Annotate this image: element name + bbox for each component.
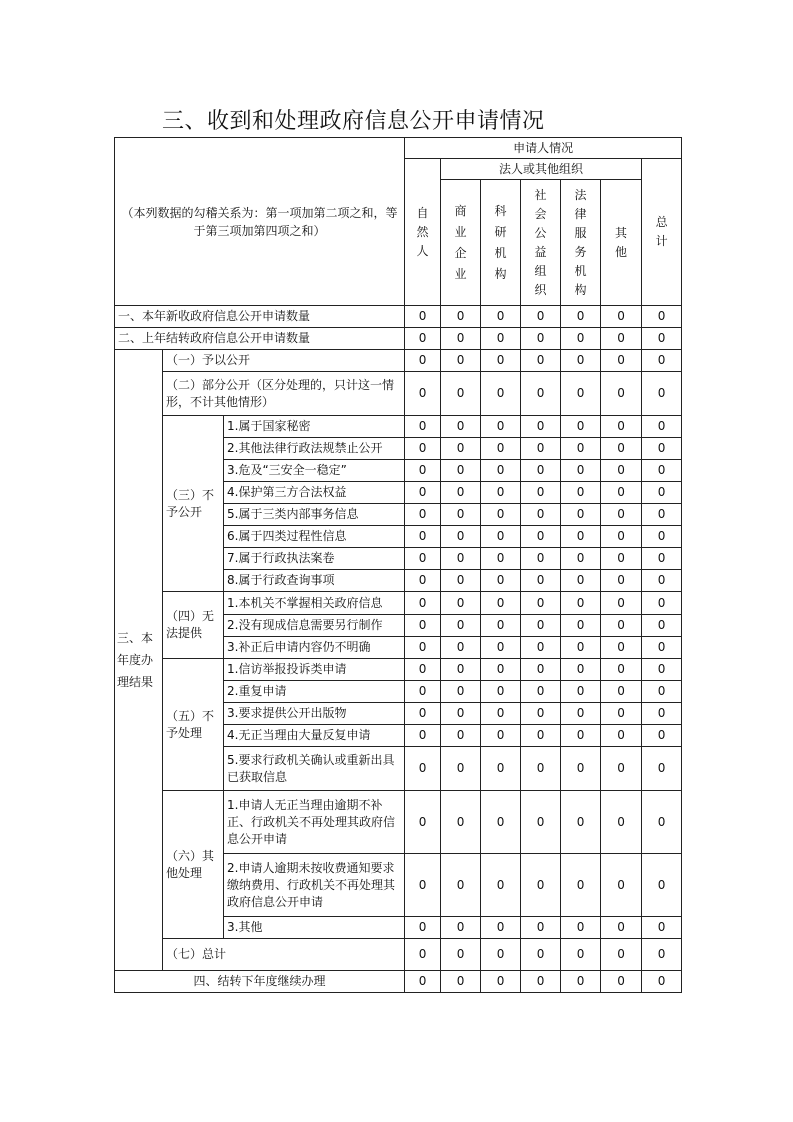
value-cell: 0 [642, 971, 682, 993]
value-cell: 0 [561, 681, 601, 703]
value-cell: 0 [601, 939, 642, 971]
value-cell: 0 [481, 854, 521, 917]
value-cell: 0 [561, 854, 601, 917]
row-label-g3-7: 7.属于行政执法案卷 [224, 548, 405, 570]
table-row [115, 328, 682, 350]
value-cell: 0 [441, 637, 481, 659]
value-cell: 0 [642, 526, 682, 548]
value-cell: 0 [642, 939, 682, 971]
value-cell: 0 [601, 854, 642, 917]
value-cell: 0 [601, 504, 642, 526]
value-cell: 0 [601, 725, 642, 747]
value-cell: 0 [561, 703, 601, 725]
row-label-g4-1: 1.本机关不掌握相关政府信息 [224, 592, 405, 615]
value-cell: 0 [521, 917, 561, 939]
value-cell: 0 [601, 306, 642, 328]
value-cell: 0 [481, 328, 521, 350]
row-label-g3-5: 5.属于三类内部事务信息 [224, 504, 405, 526]
table-row [115, 350, 682, 372]
value-cell: 0 [481, 615, 521, 637]
value-cell: 0 [642, 592, 682, 615]
value-cell: 0 [521, 725, 561, 747]
value-cell: 0 [642, 372, 682, 416]
value-cell: 0 [441, 725, 481, 747]
value-cell: 0 [481, 372, 521, 416]
value-cell: 0 [481, 917, 521, 939]
value-cell: 0 [601, 460, 642, 482]
row-label-g5-1: 1.信访举报投诉类申请 [224, 659, 405, 681]
value-cell: 0 [441, 372, 481, 416]
header-row-1 [115, 138, 682, 159]
value-cell: 0 [405, 438, 441, 460]
value-cell: 0 [561, 548, 601, 570]
value-cell: 0 [561, 615, 601, 637]
header-commercial-cell [441, 180, 481, 306]
value-cell: 0 [405, 725, 441, 747]
value-cell: 0 [601, 438, 642, 460]
value-cell: 0 [441, 438, 481, 460]
value-cell: 0 [561, 350, 601, 372]
value-cell: 0 [405, 592, 441, 615]
value-cell: 0 [601, 570, 642, 592]
value-cell: 0 [521, 854, 561, 917]
header-applicant: 申请人情况 [405, 138, 682, 159]
value-cell: 0 [601, 350, 642, 372]
row-label-g3-6: 6.属于四类过程性信息 [224, 526, 405, 548]
group-5-label: （五）不予处理 [163, 659, 224, 791]
value-cell: 0 [405, 372, 441, 416]
header-total-cell [642, 159, 682, 306]
value-cell: 0 [441, 681, 481, 703]
value-cell: 0 [441, 703, 481, 725]
value-cell: 0 [405, 615, 441, 637]
group-3-label: （三）不予公开 [163, 416, 224, 592]
value-cell: 0 [521, 747, 561, 791]
table-row [115, 416, 682, 438]
value-cell: 0 [561, 438, 601, 460]
value-cell: 0 [441, 939, 481, 971]
value-cell: 0 [481, 703, 521, 725]
value-cell: 0 [642, 482, 682, 504]
header-legal-service: 法律服务机构 [574, 187, 587, 297]
value-cell: 0 [561, 526, 601, 548]
value-cell: 0 [441, 747, 481, 791]
row-label-g7: （七）总计 [163, 939, 405, 971]
value-cell: 0 [441, 504, 481, 526]
value-cell: 0 [601, 659, 642, 681]
value-cell: 0 [441, 350, 481, 372]
page-title: 三、收到和处理政府信息公开申请情况 [162, 109, 545, 134]
value-cell: 0 [601, 592, 642, 615]
value-cell: 0 [601, 681, 642, 703]
value-cell: 0 [441, 659, 481, 681]
header-social-cell [521, 180, 561, 306]
header-social: 社会公益组织 [534, 187, 547, 297]
value-cell: 0 [441, 482, 481, 504]
row-label-g5-5: 5.要求行政机关确认或重新出具已获取信息 [224, 747, 405, 791]
table-row [115, 306, 682, 328]
value-cell: 0 [561, 328, 601, 350]
value-cell: 0 [561, 504, 601, 526]
value-cell: 0 [642, 438, 682, 460]
value-cell: 0 [642, 854, 682, 917]
value-cell: 0 [441, 416, 481, 438]
value-cell: 0 [441, 854, 481, 917]
value-cell: 0 [601, 328, 642, 350]
value-cell: 0 [521, 372, 561, 416]
value-cell: 0 [405, 460, 441, 482]
value-cell: 0 [521, 570, 561, 592]
table-row [115, 659, 682, 681]
value-cell: 0 [521, 971, 561, 993]
value-cell: 0 [521, 791, 561, 854]
value-cell: 0 [521, 637, 561, 659]
value-cell: 0 [601, 548, 642, 570]
value-cell: 0 [481, 570, 521, 592]
header-research-cell [481, 180, 521, 306]
row-label-g5-3: 3.要求提供公开出版物 [224, 703, 405, 725]
value-cell: 0 [601, 971, 642, 993]
value-cell: 0 [405, 526, 441, 548]
value-cell: 0 [481, 548, 521, 570]
value-cell: 0 [521, 659, 561, 681]
value-cell: 0 [405, 570, 441, 592]
value-cell: 0 [481, 526, 521, 548]
value-cell: 0 [441, 917, 481, 939]
value-cell: 0 [642, 659, 682, 681]
value-cell: 0 [642, 703, 682, 725]
value-cell: 0 [481, 971, 521, 993]
value-cell: 0 [561, 939, 601, 971]
value-cell: 0 [561, 917, 601, 939]
row-label-g3-8: 8.属于行政查询事项 [224, 570, 405, 592]
value-cell: 0 [521, 548, 561, 570]
value-cell: 0 [405, 350, 441, 372]
value-cell: 0 [405, 939, 441, 971]
value-cell: 0 [521, 438, 561, 460]
value-cell: 0 [521, 681, 561, 703]
table-row [115, 592, 682, 615]
value-cell: 0 [521, 592, 561, 615]
header-legal-service-cell [561, 180, 601, 306]
group-6-label: （六）其他处理 [163, 791, 224, 939]
value-cell: 0 [642, 747, 682, 791]
value-cell: 0 [405, 637, 441, 659]
value-cell: 0 [481, 659, 521, 681]
row-label-g3-1: 1.属于国家秘密 [224, 416, 405, 438]
row-label-g4-2: 2.没有现成信息需要另行制作 [224, 615, 405, 637]
value-cell: 0 [521, 306, 561, 328]
header-natural-person-cell [405, 159, 441, 306]
value-cell: 0 [561, 460, 601, 482]
value-cell: 0 [521, 328, 561, 350]
value-cell: 0 [601, 416, 642, 438]
value-cell: 0 [405, 854, 441, 917]
value-cell: 0 [521, 416, 561, 438]
header-note-cell [115, 138, 405, 306]
value-cell: 0 [642, 504, 682, 526]
row-label-g3-3: 3.危及“三安全一稳定” [224, 460, 405, 482]
value-cell: 0 [561, 592, 601, 615]
value-cell: 0 [441, 971, 481, 993]
value-cell: 0 [561, 725, 601, 747]
value-cell: 0 [405, 681, 441, 703]
value-cell: 0 [441, 548, 481, 570]
value-cell: 0 [405, 703, 441, 725]
header-note: （本列数据的勾稽关系为：第一项加第二项之和，等于第三项加第四项之和） [121, 205, 398, 238]
value-cell: 0 [601, 637, 642, 659]
value-cell: 0 [601, 372, 642, 416]
value-cell: 0 [405, 659, 441, 681]
value-cell: 0 [521, 482, 561, 504]
value-cell: 0 [521, 526, 561, 548]
row-label-g4-3: 3.补正后申请内容仍不明确 [224, 637, 405, 659]
value-cell: 0 [521, 460, 561, 482]
row-label-r1: 一、本年新收政府信息公开申请数量 [115, 306, 405, 328]
value-cell: 0 [521, 615, 561, 637]
value-cell: 0 [481, 637, 521, 659]
value-cell: 0 [441, 306, 481, 328]
value-cell: 0 [601, 917, 642, 939]
value-cell: 0 [481, 306, 521, 328]
header-natural-person: 自然人 [416, 205, 429, 258]
value-cell: 0 [405, 747, 441, 791]
application-statistics-table [114, 137, 682, 993]
table-row [115, 791, 682, 854]
row-label-r2: 二、上年结转政府信息公开申请数量 [115, 328, 405, 350]
value-cell: 0 [642, 917, 682, 939]
value-cell: 0 [405, 482, 441, 504]
value-cell: 0 [481, 504, 521, 526]
table-row [115, 372, 682, 416]
value-cell: 0 [601, 526, 642, 548]
value-cell: 0 [561, 747, 601, 791]
value-cell: 0 [481, 350, 521, 372]
value-cell: 0 [405, 504, 441, 526]
table-row [115, 971, 682, 993]
value-cell: 0 [642, 725, 682, 747]
value-cell: 0 [481, 460, 521, 482]
section-3-label: 三、本年度办理结果 [115, 350, 163, 971]
value-cell: 0 [561, 659, 601, 681]
header-research: 科研机构 [494, 203, 507, 281]
value-cell: 0 [561, 372, 601, 416]
value-cell: 0 [561, 570, 601, 592]
value-cell: 0 [561, 482, 601, 504]
header-commercial: 商业企业 [454, 203, 467, 281]
value-cell: 0 [642, 570, 682, 592]
header-legal-group: 法人或其他组织 [441, 159, 642, 180]
value-cell: 0 [642, 306, 682, 328]
row-label-g1: （一）予以公开 [163, 350, 405, 372]
value-cell: 0 [405, 306, 441, 328]
row-label-g3-4: 4.保护第三方合法权益 [224, 482, 405, 504]
value-cell: 0 [601, 791, 642, 854]
row-label-g2: （二）部分公开（区分处理的，只计这一情形，不计其他情形） [163, 372, 405, 416]
value-cell: 0 [601, 703, 642, 725]
header-total: 总计 [655, 215, 668, 248]
value-cell: 0 [561, 416, 601, 438]
value-cell: 0 [481, 791, 521, 854]
value-cell: 0 [561, 306, 601, 328]
value-cell: 0 [601, 747, 642, 791]
value-cell: 0 [481, 438, 521, 460]
value-cell: 0 [561, 637, 601, 659]
value-cell: 0 [521, 939, 561, 971]
value-cell: 0 [642, 350, 682, 372]
group-4-label: （四）无法提供 [163, 592, 224, 659]
value-cell: 0 [481, 747, 521, 791]
value-cell: 0 [642, 460, 682, 482]
value-cell: 0 [405, 328, 441, 350]
value-cell: 0 [561, 791, 601, 854]
value-cell: 0 [601, 482, 642, 504]
value-cell: 0 [441, 615, 481, 637]
value-cell: 0 [561, 971, 601, 993]
value-cell: 0 [405, 971, 441, 993]
row-label-r4: 四、结转下年度继续办理 [115, 971, 405, 993]
value-cell: 0 [642, 681, 682, 703]
table-row [115, 939, 682, 971]
value-cell: 0 [405, 416, 441, 438]
value-cell: 0 [642, 328, 682, 350]
value-cell: 0 [481, 482, 521, 504]
value-cell: 0 [441, 328, 481, 350]
value-cell: 0 [441, 526, 481, 548]
value-cell: 0 [481, 939, 521, 971]
row-label-g5-4: 4.无正当理由大量反复申请 [224, 725, 405, 747]
value-cell: 0 [405, 917, 441, 939]
value-cell: 0 [481, 416, 521, 438]
value-cell: 0 [642, 416, 682, 438]
header-other: 其他 [615, 225, 628, 259]
value-cell: 0 [441, 791, 481, 854]
value-cell: 0 [521, 350, 561, 372]
value-cell: 0 [481, 681, 521, 703]
value-cell: 0 [441, 460, 481, 482]
row-label-g6-1: 1.申请人无正当理由逾期不补正、行政机关不再处理其政府信息公开申请 [224, 791, 405, 854]
row-label-g3-2: 2.其他法律行政法规禁止公开 [224, 438, 405, 460]
value-cell: 0 [521, 504, 561, 526]
value-cell: 0 [642, 791, 682, 854]
value-cell: 0 [405, 791, 441, 854]
value-cell: 0 [642, 548, 682, 570]
value-cell: 0 [441, 570, 481, 592]
value-cell: 0 [481, 725, 521, 747]
value-cell: 0 [642, 637, 682, 659]
value-cell: 0 [521, 703, 561, 725]
row-label-g5-2: 2.重复申请 [224, 681, 405, 703]
value-cell: 0 [481, 592, 521, 615]
header-other-cell [601, 180, 642, 306]
value-cell: 0 [441, 592, 481, 615]
row-label-g6-3: 3.其他 [224, 917, 405, 939]
value-cell: 0 [601, 615, 642, 637]
row-label-g6-2: 2.申请人逾期未按收费通知要求缴纳费用、行政机关不再处理其政府信息公开申请 [224, 854, 405, 917]
value-cell: 0 [405, 548, 441, 570]
value-cell: 0 [642, 615, 682, 637]
